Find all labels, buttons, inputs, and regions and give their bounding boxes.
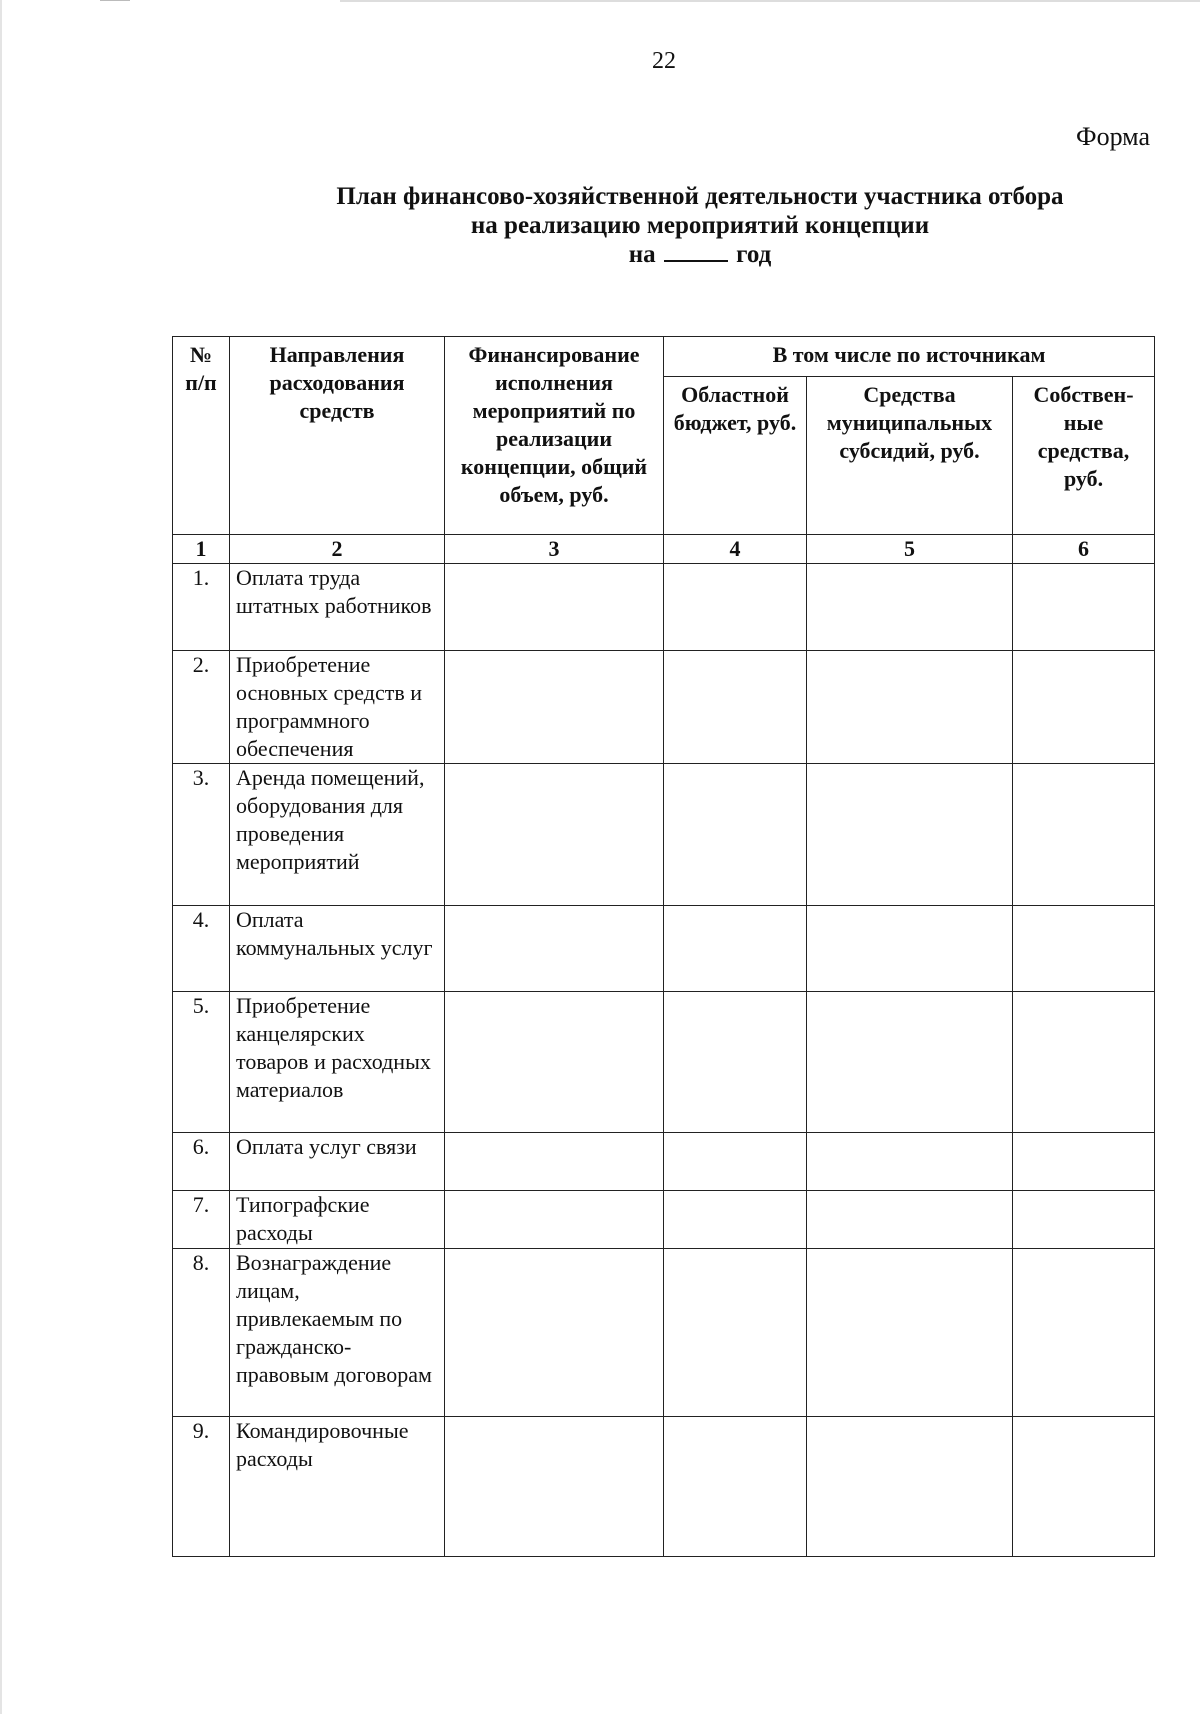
- cell-regional-budget[interactable]: [664, 992, 807, 1133]
- column-number-4: 4: [664, 535, 807, 564]
- row-number: 6.: [173, 1133, 230, 1191]
- cell-financing[interactable]: [445, 1249, 664, 1417]
- cell-own-funds[interactable]: [1013, 764, 1155, 906]
- cell-municipal-subsidies[interactable]: [807, 1133, 1013, 1191]
- cell-financing[interactable]: [445, 564, 664, 651]
- cell-financing[interactable]: [445, 651, 664, 764]
- cell-own-funds[interactable]: [1013, 992, 1155, 1133]
- column-number-5: 5: [807, 535, 1013, 564]
- table-row: [173, 764, 1155, 906]
- title-year-prefix: на: [628, 241, 656, 268]
- cell-financing[interactable]: [445, 1133, 664, 1191]
- row-number: 7.: [173, 1191, 230, 1249]
- row-direction: Вознаграждение лицам, привлекаемым по гражданско-правовым договорам: [230, 1249, 445, 1417]
- row-direction: Оплата труда штатных работников: [230, 564, 445, 651]
- row-direction: Оплата коммунальных услуг: [230, 906, 445, 992]
- row-number: 4.: [173, 906, 230, 992]
- cell-regional-budget[interactable]: [664, 906, 807, 992]
- table-row: [173, 906, 1155, 992]
- title-year-suffix: год: [736, 241, 772, 268]
- table-row: [173, 564, 1155, 651]
- row-number: 9.: [173, 1417, 230, 1557]
- header-financing: Финансирование исполнения мероприятий по реализации концепции, общий объем, руб.: [445, 337, 664, 535]
- cell-municipal-subsidies[interactable]: [807, 992, 1013, 1133]
- title-line-3: [150, 240, 1200, 269]
- header-regional-budget: Областной бюджет, руб.: [664, 377, 807, 535]
- row-number: 1.: [173, 564, 230, 651]
- row-number: 8.: [173, 1249, 230, 1417]
- cell-financing[interactable]: [445, 1417, 664, 1557]
- row-direction: Типографские расходы: [230, 1191, 445, 1249]
- column-number-1: 1: [173, 535, 230, 564]
- cell-municipal-subsidies[interactable]: [807, 1417, 1013, 1557]
- cell-regional-budget[interactable]: [664, 1417, 807, 1557]
- row-number: 3.: [173, 764, 230, 906]
- cell-own-funds[interactable]: [1013, 906, 1155, 992]
- scan-top-edge: [340, 0, 1200, 2]
- table-row: [173, 1249, 1155, 1417]
- title-line-1: План финансово-хозяйственной деятельности участника отбора: [336, 183, 1064, 210]
- cell-own-funds[interactable]: [1013, 651, 1155, 764]
- header-sources-group: В том числе по источникам: [664, 337, 1155, 377]
- header-own-funds: Собствен-ные средства, руб.: [1013, 377, 1155, 535]
- row-number: 2.: [173, 651, 230, 764]
- table-row: [173, 1417, 1155, 1557]
- row-direction: Приобретение канцелярских товаров и расходных материалов: [230, 992, 445, 1133]
- row-direction: Аренда помещений, оборудования для проведения мероприятий: [230, 764, 445, 906]
- cell-financing[interactable]: [445, 764, 664, 906]
- cell-financing[interactable]: [445, 992, 664, 1133]
- cell-own-funds[interactable]: [1013, 1191, 1155, 1249]
- cell-own-funds[interactable]: [1013, 564, 1155, 651]
- header-direction: Направления расходования средств: [230, 337, 445, 535]
- row-direction: Командировочные расходы: [230, 1417, 445, 1557]
- cell-municipal-subsidies[interactable]: [807, 906, 1013, 992]
- document-title: [150, 182, 1200, 269]
- row-direction: Оплата услуг связи: [230, 1133, 445, 1191]
- title-line-2: на реализацию мероприятий концепции: [470, 212, 930, 239]
- scan-corner-mark: [100, 0, 130, 11]
- cell-own-funds[interactable]: [1013, 1133, 1155, 1191]
- table-row: [173, 1133, 1155, 1191]
- form-label: Форма: [1076, 122, 1150, 151]
- cell-regional-budget[interactable]: [664, 651, 807, 764]
- cell-regional-budget[interactable]: [664, 1133, 807, 1191]
- row-direction: Приобретение основных средств и программного обеспечения: [230, 651, 445, 764]
- column-number-6: 6: [1013, 535, 1155, 564]
- cell-regional-budget[interactable]: [664, 764, 807, 906]
- page-number: 22: [652, 48, 676, 74]
- year-blank-field: [664, 240, 728, 262]
- row-number: 5.: [173, 992, 230, 1133]
- cell-regional-budget[interactable]: [664, 1249, 807, 1417]
- table-row: [173, 651, 1155, 764]
- cell-own-funds[interactable]: [1013, 1417, 1155, 1557]
- cell-regional-budget[interactable]: [664, 1191, 807, 1249]
- header-municipal-subsidies: Средства муниципальных субсидий, руб.: [807, 377, 1013, 535]
- table-row: [173, 992, 1155, 1133]
- column-number-2: 2: [230, 535, 445, 564]
- cell-financing[interactable]: [445, 906, 664, 992]
- cell-regional-budget[interactable]: [664, 564, 807, 651]
- header-num: № п/п: [173, 337, 230, 535]
- cell-municipal-subsidies[interactable]: [807, 1191, 1013, 1249]
- cell-municipal-subsidies[interactable]: [807, 651, 1013, 764]
- column-number-3: 3: [445, 535, 664, 564]
- cell-own-funds[interactable]: [1013, 1249, 1155, 1417]
- cell-municipal-subsidies[interactable]: [807, 564, 1013, 651]
- cell-financing[interactable]: [445, 1191, 664, 1249]
- financial-plan-table: [172, 336, 1155, 1557]
- cell-municipal-subsidies[interactable]: [807, 1249, 1013, 1417]
- table-row: [173, 1191, 1155, 1249]
- cell-municipal-subsidies[interactable]: [807, 764, 1013, 906]
- scan-left-edge: [0, 0, 2, 1714]
